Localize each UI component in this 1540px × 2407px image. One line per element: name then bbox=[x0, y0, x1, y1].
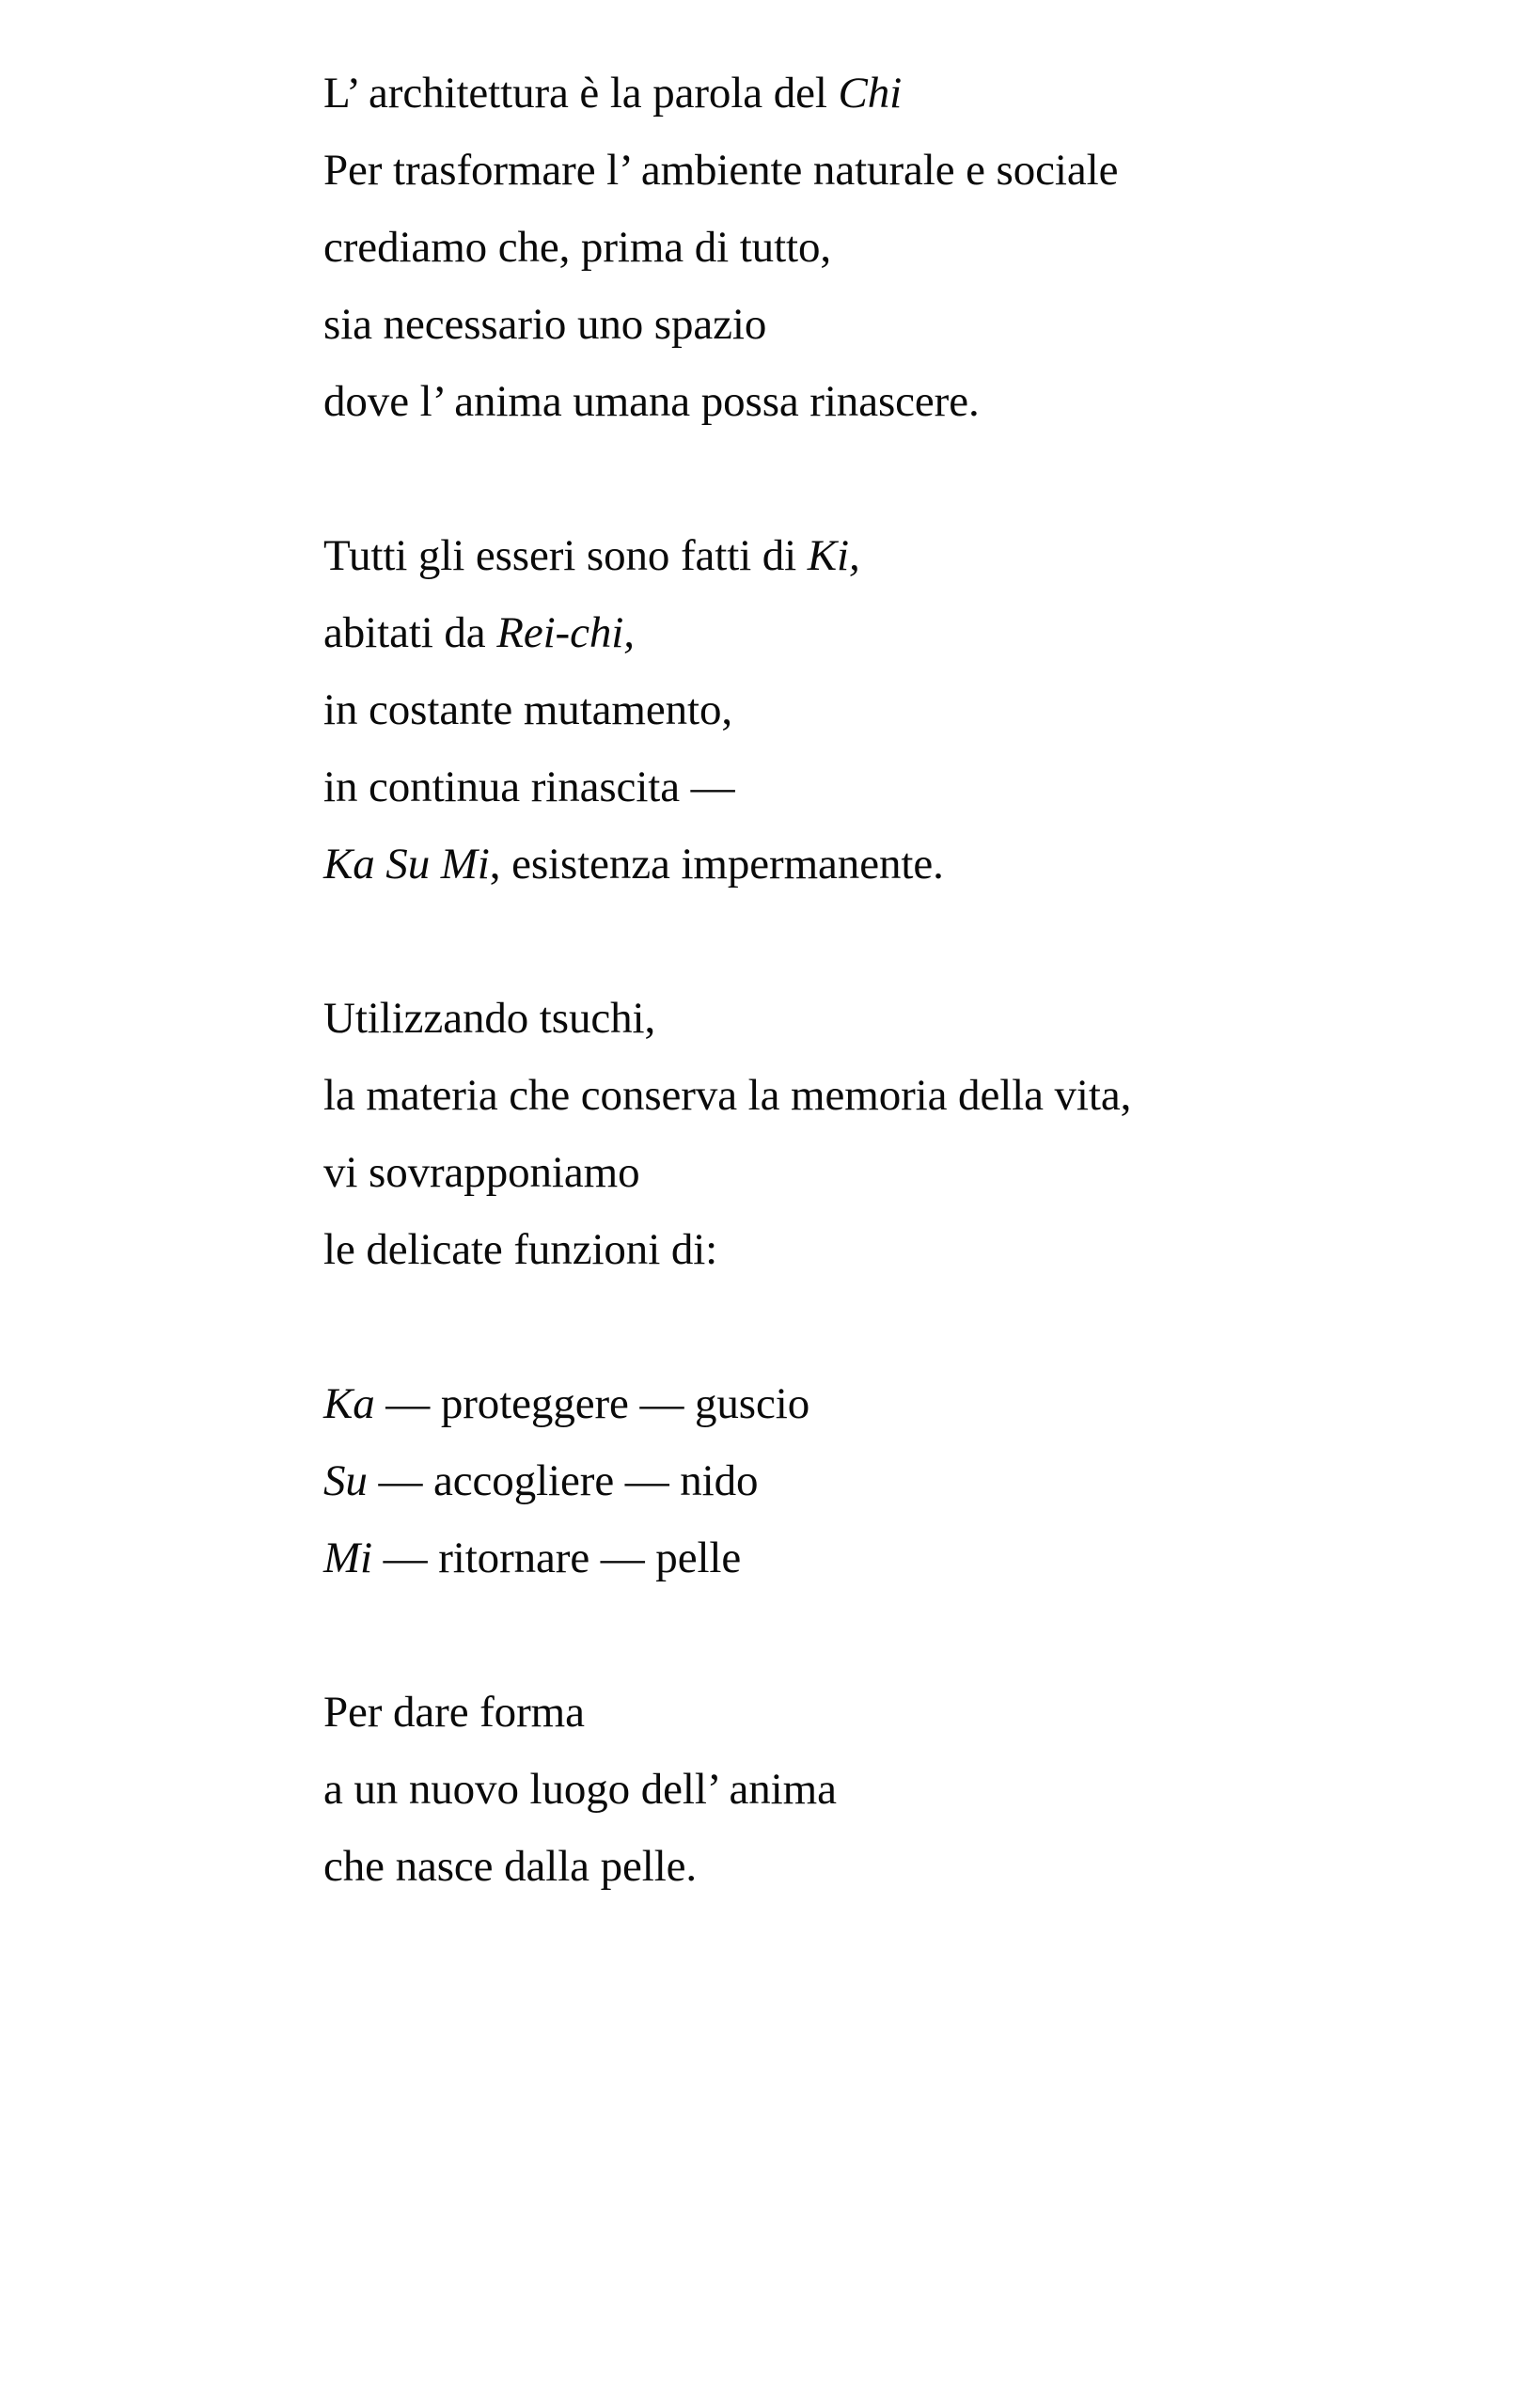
text-run: Per dare forma bbox=[323, 1688, 585, 1737]
text-run: vi sovrapponiamo bbox=[323, 1148, 640, 1197]
text-run: Tutti gli esseri sono fatti di bbox=[323, 531, 808, 580]
poem-line bbox=[323, 1211, 1433, 1288]
poem-line bbox=[323, 980, 1433, 1057]
text-run: L’ architettura è la parola del bbox=[323, 69, 839, 118]
stanza bbox=[323, 517, 1433, 903]
text-run: in costante mutamento, bbox=[323, 685, 733, 734]
text-run: crediamo che, prima di tutto, bbox=[323, 223, 832, 272]
text-run: sia necessario uno spazio bbox=[323, 300, 767, 349]
text-run: Per trasformare l’ ambiente naturale e sociale bbox=[323, 146, 1119, 195]
text-run: a un nuovo luogo dell’ anima bbox=[323, 1765, 837, 1814]
stanza bbox=[323, 1365, 1433, 1597]
poem-line bbox=[323, 1828, 1433, 1905]
italic-term: Mi bbox=[323, 1534, 373, 1582]
poem-line bbox=[323, 1057, 1433, 1134]
stanza bbox=[323, 980, 1433, 1288]
text-run: in continua rinascita — bbox=[323, 763, 735, 811]
poem-line bbox=[323, 286, 1433, 363]
poem-line bbox=[323, 594, 1433, 671]
italic-term: Ki, bbox=[807, 531, 860, 580]
text-run: la materia che conserva la memoria della vita, bbox=[323, 1071, 1132, 1120]
text-run: — accogliere — nido bbox=[367, 1456, 759, 1505]
text-run: — ritornare — pelle bbox=[372, 1534, 742, 1582]
text-run: , esistenza impermanente. bbox=[489, 840, 944, 889]
poem-line bbox=[323, 132, 1433, 209]
italic-term: Rei-chi, bbox=[496, 608, 635, 657]
poem-line bbox=[323, 671, 1433, 748]
italic-term: Su bbox=[323, 1456, 368, 1505]
poem-line bbox=[323, 517, 1433, 594]
italic-term: Chi bbox=[838, 69, 903, 118]
stanza bbox=[323, 1674, 1433, 1905]
text-run: — proteggere — guscio bbox=[374, 1379, 810, 1428]
stanza bbox=[323, 55, 1433, 440]
poem-line bbox=[323, 55, 1433, 132]
poem-line bbox=[323, 1442, 1433, 1519]
poem-line bbox=[323, 826, 1433, 903]
poem-body bbox=[323, 55, 1433, 1905]
italic-term: Ka Su Mi bbox=[323, 840, 490, 889]
poem-line bbox=[323, 1519, 1433, 1597]
poem-line bbox=[323, 209, 1433, 286]
italic-term: Ka bbox=[323, 1379, 375, 1428]
poem-line bbox=[323, 1365, 1433, 1442]
text-run: Utilizzando tsuchi, bbox=[323, 994, 656, 1043]
text-run: le delicate funzioni di: bbox=[323, 1225, 718, 1274]
poem-line bbox=[323, 1751, 1433, 1828]
poem-line bbox=[323, 1674, 1433, 1751]
poem-line bbox=[323, 363, 1433, 440]
text-run: dove l’ anima umana possa rinascere. bbox=[323, 377, 980, 426]
text-run: che nasce dalla pelle. bbox=[323, 1842, 698, 1891]
poem-line bbox=[323, 1134, 1433, 1211]
poem-line bbox=[323, 748, 1433, 826]
text-run: abitati da bbox=[323, 608, 497, 657]
